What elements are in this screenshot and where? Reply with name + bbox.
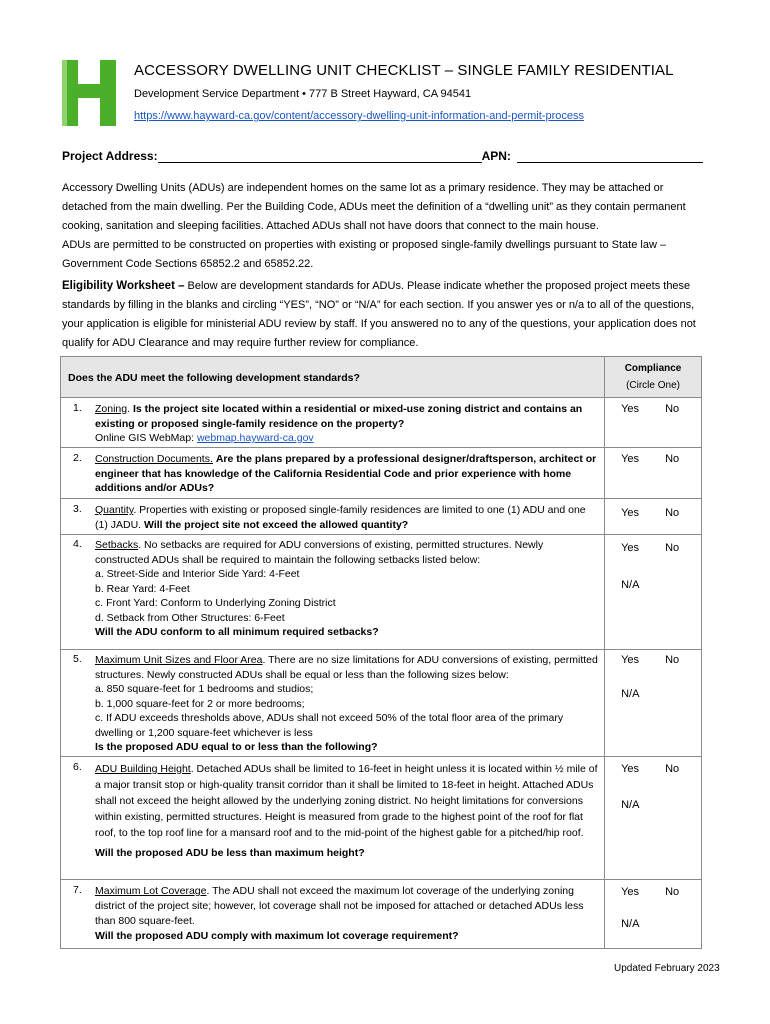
answer-yes[interactable]: Yes	[621, 886, 640, 898]
answer-no[interactable]: No	[665, 507, 680, 519]
answer-yes[interactable]: Yes	[621, 403, 640, 415]
intro-paragraph-1: Accessory Dwelling Units (ADUs) are independent homes on the same lot as a primary residence. They may be attached or detached from the main dwelling. Per the Building Code, ADUs meet the definition of a “dwelling unit” as they contain permanent cooking, sanitation and sleeping facilities. Attached ADUs shall not have doors that connect to the main house.	[62, 182, 686, 232]
apn-label: APN:	[481, 149, 511, 163]
answer-no[interactable]: No	[665, 886, 680, 898]
department-address: Development Service Department • 777 B Street Hayward, CA 94541	[134, 88, 472, 100]
adu-info-link[interactable]: https://www.hayward-ca.gov/content/accessory-dwelling-unit-information-and-permit-process	[134, 110, 584, 122]
document-title: ACCESSORY DWELLING UNIT CHECKLIST – SINGLE FAMILY RESIDENTIAL	[134, 62, 674, 79]
table-row: 1. Zoning. Is the project site located within a residential or mixed-use zoning district and contains an existing or proposed single-family residence on the property? Online GIS WebMap: webmap.hayward-ca.gov Yes No	[61, 398, 702, 448]
table-row: 5. Maximum Unit Sizes and Floor Area. There are no size limitations for ADU conversions of existing, permitted structures. Newly constructed ADUs shall be equal or less than the following sizes below: a. 850 square-feet for 1 bedrooms and studios; b. 1,000 square-feet for 2 or more bedrooms; c. If ADU exceeds thresholds above, ADUs shall not exceed 50% of the total floor area of the primary dwelling or 1,200 square-feet whichever is less Is the proposed ADU equal to or less than the following? Yes No N/A	[61, 650, 702, 757]
hayward-h-logo-icon	[62, 60, 116, 126]
compliance-table	[60, 356, 702, 949]
answer-no[interactable]: No	[665, 453, 680, 465]
updated-date: Updated February 2023	[614, 963, 720, 974]
answer-yes[interactable]: Yes	[621, 763, 640, 775]
project-address-row	[62, 149, 703, 163]
answer-no[interactable]: No	[665, 763, 680, 775]
answer-no[interactable]: No	[665, 654, 680, 666]
project-address-field[interactable]	[158, 150, 482, 163]
table-row: 4. Setbacks. No setbacks are required for ADU conversions of existing, permitted structures. Newly constructed ADUs shall be required to maintain the following setbacks listed below: a. Street-Side and Interior Side Yard: 4-Feet b. Rear Yard: 4-Feet c. Front Yard: Conform to Underlying Zoning District d. Setback from Other Structures: 6-Feet Will the ADU conform to all minimum required setbacks? Yes No N/A	[61, 535, 702, 650]
answer-no[interactable]: No	[665, 542, 680, 554]
intro-paragraph-2: ADUs are permitted to be constructed on properties with existing or proposed single-family dwellings pursuant to State law – Government Code Sections 65852.2 and 65852.22.	[62, 239, 667, 270]
table-question-header: Does the ADU meet the following development standards?	[61, 357, 605, 398]
table-row: 6. ADU Building Height. Detached ADUs shall be limited to 16-feet in height unless it is located within ½ mile of a major transit stop or high-quality transit corridor than it shall be limited to 18-feet in height. Attached ADUs shall not exceed the height allowed by the underlying zoning district. No height limitations for conversions within existing, permitted structures. Height is measured from grade to the highest point of the roof for flat roof, to the top roof line for a mansard roof and to the mid-point of the highest gable for a pitched/hip roof. Will the proposed ADU be less than maximum height? Yes No N/A	[61, 757, 702, 880]
apn-field[interactable]	[517, 150, 703, 163]
answer-na[interactable]: N/A	[621, 918, 640, 930]
answer-na[interactable]: N/A	[621, 579, 640, 591]
answer-na[interactable]: N/A	[621, 688, 640, 700]
answer-yes[interactable]: Yes	[621, 654, 640, 666]
project-address-label: Project Address:	[62, 149, 158, 163]
eligibility-worksheet-label: Eligibility Worksheet –	[62, 280, 185, 292]
table-row: 3. Quantity. Properties with existing or proposed single-family residences are limited to one (1) ADU and one (1) JADU. Will the project site not exceed the allowed quantity? Yes No	[61, 499, 702, 535]
answer-yes[interactable]: Yes	[621, 507, 640, 519]
table-row: 2. Construction Documents. Are the plans prepared by a professional designer/draftsperson, architect or engineer that has knowledge of the California Residential Code and prior experience with home additions and/or ADUs? Yes No	[61, 448, 702, 499]
table-compliance-header: Compliance (Circle One)	[605, 357, 702, 398]
answer-na[interactable]: N/A	[621, 799, 640, 811]
answer-yes[interactable]: Yes	[621, 453, 640, 465]
eligibility-paragraph: Eligibility Worksheet – Below are development standards for ADUs. Please indicate whether the proposed project meets these standards by filling in the blanks and circling “YES”, “NO” or “N/A” for each section. If you answer yes or n/a to all of the questions, your application is eligible for ministerial ADU review by staff. If you answered no to any of the questions, your application does not qualify for ADU Clearance and may require further review for compliance.	[62, 280, 696, 349]
answer-yes[interactable]: Yes	[621, 542, 640, 554]
gis-webmap-link[interactable]: webmap.hayward-ca.gov	[196, 432, 314, 444]
table-row: 7. Maximum Lot Coverage. The ADU shall not exceed the maximum lot coverage of the underlying zoning district of the project site; however, lot coverage shall not be imposed for attached or detached ADUs less than 800 square-feet. Will the proposed ADU comply with maximum lot coverage requirement? Yes No N/A	[61, 880, 702, 949]
answer-no[interactable]: No	[665, 403, 680, 415]
